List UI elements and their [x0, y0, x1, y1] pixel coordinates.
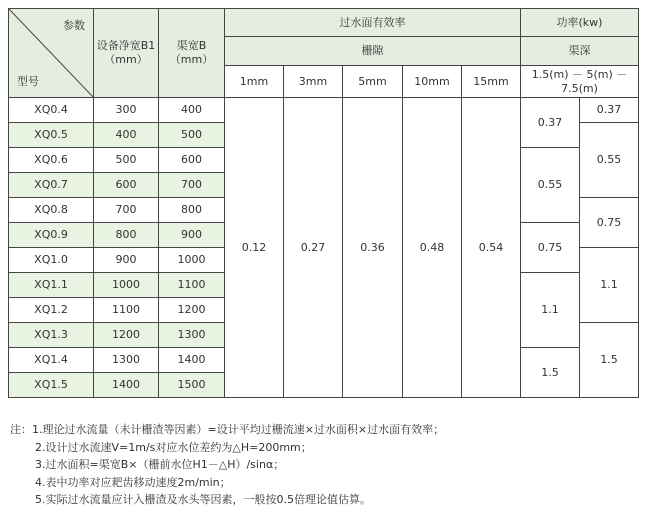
b1-cell: 800: [94, 223, 159, 248]
depth-label: 渠深: [521, 37, 639, 66]
model-cell: XQ1.3: [9, 323, 94, 348]
gap-label: 栅隙: [225, 37, 521, 66]
diagonal-header-cell: [9, 9, 94, 98]
b-cell: 1300: [159, 323, 225, 348]
power-title: 功率(kw): [521, 9, 639, 37]
b1-cell: 300: [94, 98, 159, 123]
power-a-group-2: 0.55: [521, 148, 580, 223]
b1-cell: 1300: [94, 348, 159, 373]
power-b-group-4: 1.1: [580, 248, 639, 323]
efficiency-10mm: 0.48: [403, 98, 462, 398]
gap-15mm: 15mm: [462, 66, 521, 98]
b1-cell: 1400: [94, 373, 159, 398]
power-b-group-5: 1.5: [580, 323, 639, 398]
b-cell: 900: [159, 223, 225, 248]
gap-10mm: 10mm: [403, 66, 462, 98]
efficiency-1mm: 0.12: [225, 98, 284, 398]
spec-table: [8, 8, 639, 398]
model-cell: XQ1.0: [9, 248, 94, 273]
power-a-group-1: 0.37: [521, 98, 580, 148]
b-cell: 1000: [159, 248, 225, 273]
b1-cell: 900: [94, 248, 159, 273]
b1-cell: 600: [94, 173, 159, 198]
power-a-group-5: 1.5: [521, 348, 580, 398]
b-cell: 1400: [159, 348, 225, 373]
channel-width-header: [159, 9, 225, 98]
model-cell: XQ1.5: [9, 373, 94, 398]
efficiency-title: 过水面有效率: [225, 9, 521, 37]
b1-cell: 400: [94, 123, 159, 148]
gap-3mm: 3mm: [284, 66, 343, 98]
b-cell: 1100: [159, 273, 225, 298]
model-cell: XQ0.7: [9, 173, 94, 198]
model-cell: XQ1.2: [9, 298, 94, 323]
note-line-1: 注：1.理论过水流量（未计栅渣等因素）=设计平均过栅流速×过水面积×过水面有效率；: [10, 423, 445, 436]
note-line-5: 5.实际过水流量应计入栅渣及水头等因素，一般按0.5倍理论值估算。: [35, 493, 371, 506]
depth-range: 1.5(m) － 5(m) － 7.5(m): [521, 66, 639, 98]
efficiency-5mm: 0.36: [343, 98, 403, 398]
power-b-group-3: 0.75: [580, 198, 639, 248]
power-a-group-3: 0.75: [521, 223, 580, 273]
equip-width-label: 设备净宽B1: [96, 39, 156, 52]
channel-width-unit: （mm）: [169, 53, 214, 66]
power-b-group-1: 0.37: [580, 98, 639, 123]
model-cell: XQ0.4: [9, 98, 94, 123]
channel-width-label: 渠宽B: [176, 39, 207, 52]
b-cell: 400: [159, 98, 225, 123]
b-cell: 800: [159, 198, 225, 223]
b-cell: 700: [159, 173, 225, 198]
note-line-3: 3.过水面积=渠宽B×（栅前水位H1－△H）/sinα；: [35, 458, 285, 471]
b1-cell: 1000: [94, 273, 159, 298]
model-cell: XQ0.8: [9, 198, 94, 223]
b-cell: 600: [159, 148, 225, 173]
note-line-2: 2.设计过水流速V=1m/s对应水位差约为△H=200mm；: [35, 440, 312, 454]
efficiency-3mm: 0.27: [284, 98, 343, 398]
b-cell: 1200: [159, 298, 225, 323]
equip-width-header: [94, 9, 159, 98]
model-cell: XQ0.9: [9, 223, 94, 248]
gap-5mm: 5mm: [343, 66, 403, 98]
b-cell: 1500: [159, 373, 225, 398]
model-cell: XQ0.6: [9, 148, 94, 173]
model-cell: XQ1.1: [9, 273, 94, 298]
model-cell: XQ1.4: [9, 348, 94, 373]
b1-cell: 1100: [94, 298, 159, 323]
model-label: 型号: [17, 75, 39, 88]
b1-cell: 1200: [94, 323, 159, 348]
gap-1mm: 1mm: [225, 66, 284, 98]
efficiency-15mm: 0.54: [462, 98, 521, 398]
power-a-group-4: 1.1: [521, 273, 580, 348]
notes-section: [10, 421, 444, 509]
b-cell: 500: [159, 123, 225, 148]
model-cell: XQ0.5: [9, 123, 94, 148]
b1-cell: 500: [94, 148, 159, 173]
power-b-group-2: 0.55: [580, 123, 639, 198]
param-label: 参数: [63, 19, 85, 32]
b1-cell: 700: [94, 198, 159, 223]
note-line-4: 4.表中功率对应耙齿移动速度2m/min；: [35, 475, 231, 489]
equip-width-unit: （mm）: [104, 53, 148, 66]
